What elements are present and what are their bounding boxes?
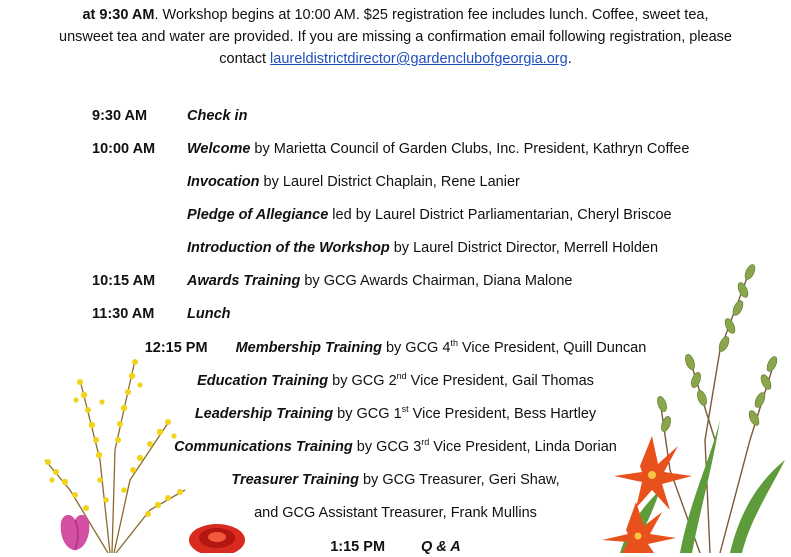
training-desc-post: Vice President, Linda Dorian bbox=[429, 439, 617, 455]
training-time: 12:15 PM bbox=[144, 340, 208, 356]
schedule-title: Pledge of Allegiance bbox=[187, 207, 329, 223]
training-row-education bbox=[0, 371, 791, 391]
intro-line-1-rest: . Workshop begins at 10:00 AM. $25 registration fee includes lunch. Coffee, sweet tea, bbox=[154, 7, 709, 23]
schedule-time: 11:30 AM bbox=[92, 306, 155, 322]
training-title: Communications Training bbox=[174, 439, 353, 455]
schedule-title: Introduction of the Workshop bbox=[187, 240, 390, 256]
schedule-title: Lunch bbox=[187, 306, 231, 322]
training-row-communications bbox=[0, 437, 791, 457]
training-title: Membership Training bbox=[235, 340, 382, 356]
training-title: Treasurer Training bbox=[231, 472, 359, 488]
ordinal-suffix: nd bbox=[396, 371, 407, 382]
schedule-title: Awards Training bbox=[187, 273, 301, 289]
qa-time: 1:15 PM bbox=[330, 539, 386, 555]
training-desc-pre: by GCG 4 bbox=[381, 340, 451, 356]
schedule-desc: by Laurel District Director, Merrell Holden bbox=[389, 240, 659, 256]
schedule-title: Invocation bbox=[187, 174, 260, 190]
intro-line-3 bbox=[0, 48, 791, 70]
training-desc-pre: by GCG 3 bbox=[352, 439, 422, 455]
training-row-membership bbox=[0, 338, 791, 358]
contact-email-link[interactable]: laureldistrictdirector@gardenclubofgeorgia.org bbox=[270, 51, 568, 67]
schedule-row-qa bbox=[0, 537, 791, 557]
schedule-desc: by GCG Awards Chairman, Diana Malone bbox=[300, 273, 573, 289]
schedule-time: 10:00 AM bbox=[92, 141, 156, 157]
training-desc-pre: by GCG 2 bbox=[328, 373, 397, 389]
training-row-assistant-treasurer: and GCG Assistant Treasurer, Frank Mullins bbox=[254, 505, 537, 521]
schedule-desc: led by Laurel District Parliamentarian, Cheryl Briscoe bbox=[328, 207, 672, 223]
training-row-treasurer bbox=[0, 470, 791, 490]
training-desc-pre: by GCG 1 bbox=[333, 406, 402, 422]
intro-line-1 bbox=[0, 4, 791, 26]
schedule-time: 9:30 AM bbox=[92, 108, 148, 124]
ordinal-suffix: th bbox=[450, 338, 458, 349]
ordinal-suffix: st bbox=[401, 404, 409, 415]
training-desc-post: Vice President, Gail Thomas bbox=[406, 373, 594, 389]
schedule-title: Check in bbox=[187, 108, 248, 124]
contact-label: contact bbox=[219, 51, 271, 67]
schedule-title: Welcome bbox=[187, 141, 251, 157]
schedule-time: 10:15 AM bbox=[92, 273, 156, 289]
training-desc-post: Vice President, Quill Duncan bbox=[457, 340, 647, 356]
training-title: Leadership Training bbox=[194, 406, 334, 422]
checkin-time-intro: at 9:30 AM bbox=[82, 7, 155, 23]
schedule-desc: by Laurel District Chaplain, Rene Lanier bbox=[259, 174, 520, 190]
qa-title: Q & A bbox=[421, 539, 461, 555]
training-desc-post: Vice President, Bess Hartley bbox=[408, 406, 597, 422]
training-row-leadership bbox=[0, 404, 791, 424]
training-desc-pre: by GCG Treasurer, Geri Shaw, bbox=[358, 472, 560, 488]
ordinal-suffix: rd bbox=[421, 437, 430, 448]
schedule-desc: by Marietta Council of Garden Clubs, Inc. President, Kathryn Coffee bbox=[250, 141, 690, 157]
contact-period: . bbox=[567, 51, 572, 67]
training-title: Education Training bbox=[197, 373, 329, 389]
intro-line-2: unsweet tea and water are provided. If you are missing a confirmation email following registration, please bbox=[59, 29, 732, 45]
